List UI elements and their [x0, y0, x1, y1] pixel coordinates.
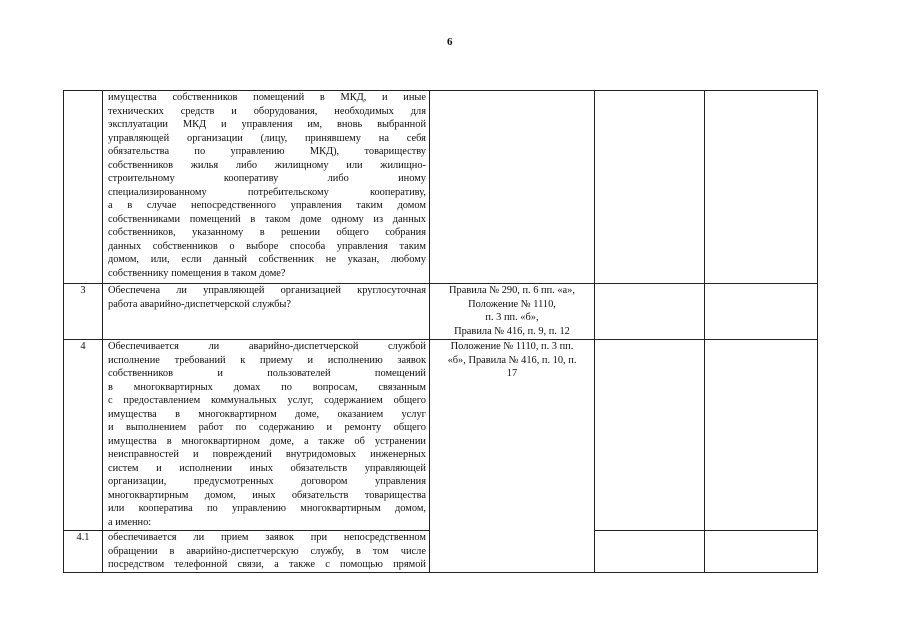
legal-line: «б», Правила № 416, п. 10, п.	[447, 354, 577, 366]
text-line: эксплуатации МКД и управления им, вновь выбранной	[108, 119, 426, 130]
text-line: обращении в аварийно-диспетчерскую службу, в том числе	[108, 545, 426, 557]
text-line: собственников и пользователей помещений	[108, 368, 426, 379]
text-line: и выполнением работ по содержанию и ремонту общего	[108, 422, 426, 433]
text-line: работа аварийно-диспетчерской службы?	[108, 298, 292, 310]
legal-line: 17	[506, 368, 518, 379]
legal-line: п. 3 пп. «б»,	[485, 312, 539, 323]
note-cell	[705, 531, 818, 573]
question-text	[103, 284, 430, 340]
text-line: а именно:	[108, 516, 152, 528]
text-line: неисправностей и повреждений внутридомовых инженерных	[108, 449, 426, 460]
text-line: специализированному потребительскому кооперативу,	[108, 186, 426, 198]
text-line: данных собственников о выборе способа управления таким	[108, 240, 426, 252]
text-line: Обеспечена ли управляющей организацией круглосуточная	[108, 285, 426, 296]
checklist-table	[63, 90, 818, 573]
text-line: организации, предусмотренных договором управления	[108, 476, 426, 487]
text-line: а в случае непосредственного управления таким домом	[108, 200, 426, 211]
text-line: собственниками помещений в таком доме одному из данных	[108, 213, 426, 225]
text-line: обеспечивается ли прием заявок при непосредственном	[108, 532, 426, 543]
text-line: домом, или, если данный собственник не указан, любому	[108, 254, 426, 265]
answer-cell	[595, 340, 705, 531]
text-line: технических средств и оборудования, необходимых для	[108, 105, 426, 117]
note-cell	[705, 284, 818, 340]
answer-cell	[595, 284, 705, 340]
text-line: строительному кооперативу либо иному	[108, 173, 426, 184]
text-line: управляющей организации (лицу, принявшему на себя	[108, 132, 426, 144]
note-cell	[705, 91, 818, 284]
text-line: имущества собственников помещений в МКД, и иные	[108, 92, 426, 103]
text-line: в многоквартирных домах по вопросам, связанным	[108, 381, 426, 393]
legal-line: Положение № 1110, п. 3 пп.	[450, 341, 574, 352]
question-text	[103, 340, 430, 531]
legal-reference	[430, 340, 595, 573]
row-number: 4	[64, 340, 103, 531]
page-number: 6	[447, 36, 453, 48]
text-line: имущества в многоквартирном доме, оказанием услуг	[108, 408, 426, 420]
legal-line: Правила № 290, п. 6 пп. «а»,	[449, 285, 575, 296]
text-line: или кооператива по управлению многоквартирным домом,	[108, 503, 426, 514]
text-line: Обеспечивается ли аварийно-диспетчерской службой	[108, 341, 426, 352]
legal-line: Положение № 1110,	[468, 298, 556, 310]
answer-cell	[595, 91, 705, 284]
text-line: посредством телефонной связи, а также с помощью прямой	[108, 559, 426, 570]
text-line: имущества в многоквартирном доме, а также об устранении	[108, 435, 426, 447]
legal-reference	[430, 284, 595, 340]
legal-reference	[430, 91, 595, 284]
note-cell	[705, 340, 818, 531]
text-line: систем и исполнении иных обязательств управляющей	[108, 462, 426, 474]
answer-cell	[595, 531, 705, 573]
text-line: собственников жилья либо жилищному или жилищно-	[108, 159, 426, 171]
question-text	[103, 91, 430, 284]
text-line: исполнение требований к приему и исполнению заявок	[108, 354, 426, 366]
table-row	[64, 340, 818, 531]
text-line: обязательства по управлению МКД), товариществу	[108, 146, 426, 157]
table-row	[64, 284, 818, 340]
row-number: 3	[64, 284, 103, 340]
text-line: с предоставлением коммунальных услуг, содержанием общего	[108, 395, 426, 406]
row-number	[64, 91, 103, 284]
text-line: собственников, указанному в решении общего собрания	[108, 227, 426, 238]
legal-line: Правила № 416, п. 9, п. 12	[454, 325, 570, 337]
row-number: 4.1	[64, 531, 103, 573]
text-line: собственнику помещения в таком доме?	[108, 267, 286, 279]
question-text	[103, 531, 430, 573]
text-line: многоквартирным домом, иных обязательств товарищества	[108, 489, 426, 501]
table-row	[64, 91, 818, 284]
